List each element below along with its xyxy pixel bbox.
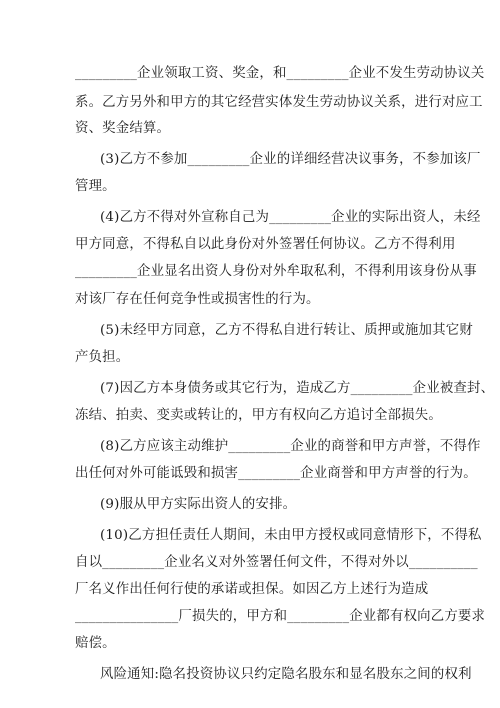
- text-line: (7)因乙方本身债务或其它行为，造成乙方_________企业被查封、: [100, 381, 495, 396]
- text-line: 系。乙方另外和甲方的其它经营实体发生劳动协议关系，进行对应工: [75, 95, 483, 110]
- text-line: _________企业显名出资人身份对外牟取私利，不得利用该身份从事: [75, 264, 477, 279]
- text-line: (9)服从甲方实际出资人的安排。: [100, 497, 297, 512]
- text-line: (4)乙方不得对外宣称自己为_________企业的实际出资人，未经: [100, 210, 481, 225]
- text-line: 资、奖金结算。: [75, 121, 171, 136]
- text-line: (8)乙方应该主动维护_________企业的商誉和甲方声誉，不得作: [100, 439, 481, 454]
- text-line: (5)未经甲方同意，乙方不得私自进行转让、质押或施加其它财: [100, 323, 473, 338]
- text-line: 出任何对外可能诋毁和损害_________企业商誉和甲方声誉的行为。: [75, 466, 477, 481]
- text-line: 甲方同意，不得私自以此身份对外签署任何协议。乙方不得利用: [75, 237, 456, 252]
- text-line: 赔偿。: [75, 636, 116, 651]
- text-line: 自以_________企业名义对外签署任何文件，不得对外以__________: [75, 555, 478, 570]
- text-line: 产负担。: [75, 350, 130, 365]
- text-line: 厂名义作出任何行使的承诺或担保。如因乙方上述行为造成: [75, 582, 429, 597]
- text-line: 冻结、拍卖、变卖或转让的，甲方有权向乙方追讨全部损失。: [75, 408, 442, 423]
- text-line: (10)乙方担任责任人期间，未由甲方授权或同意情形下，不得私: [100, 528, 482, 543]
- text-line: (3)乙方不参加_________企业的详细经营决议事务，不参加该厂: [100, 152, 481, 167]
- text-line: _________企业领取工资、奖金，和_________企业不发生劳动协议关: [75, 66, 485, 81]
- text-line: 风险通知:隐名投资协议只约定隐名股东和显名股东之间的权利: [100, 667, 472, 682]
- text-line: 对该厂存在任何竞争性或损害性的行为。: [75, 292, 320, 307]
- text-line: _______________厂损失的，甲方和_________企业都有权向乙方要求: [75, 609, 486, 624]
- text-line: 管理。: [75, 179, 116, 194]
